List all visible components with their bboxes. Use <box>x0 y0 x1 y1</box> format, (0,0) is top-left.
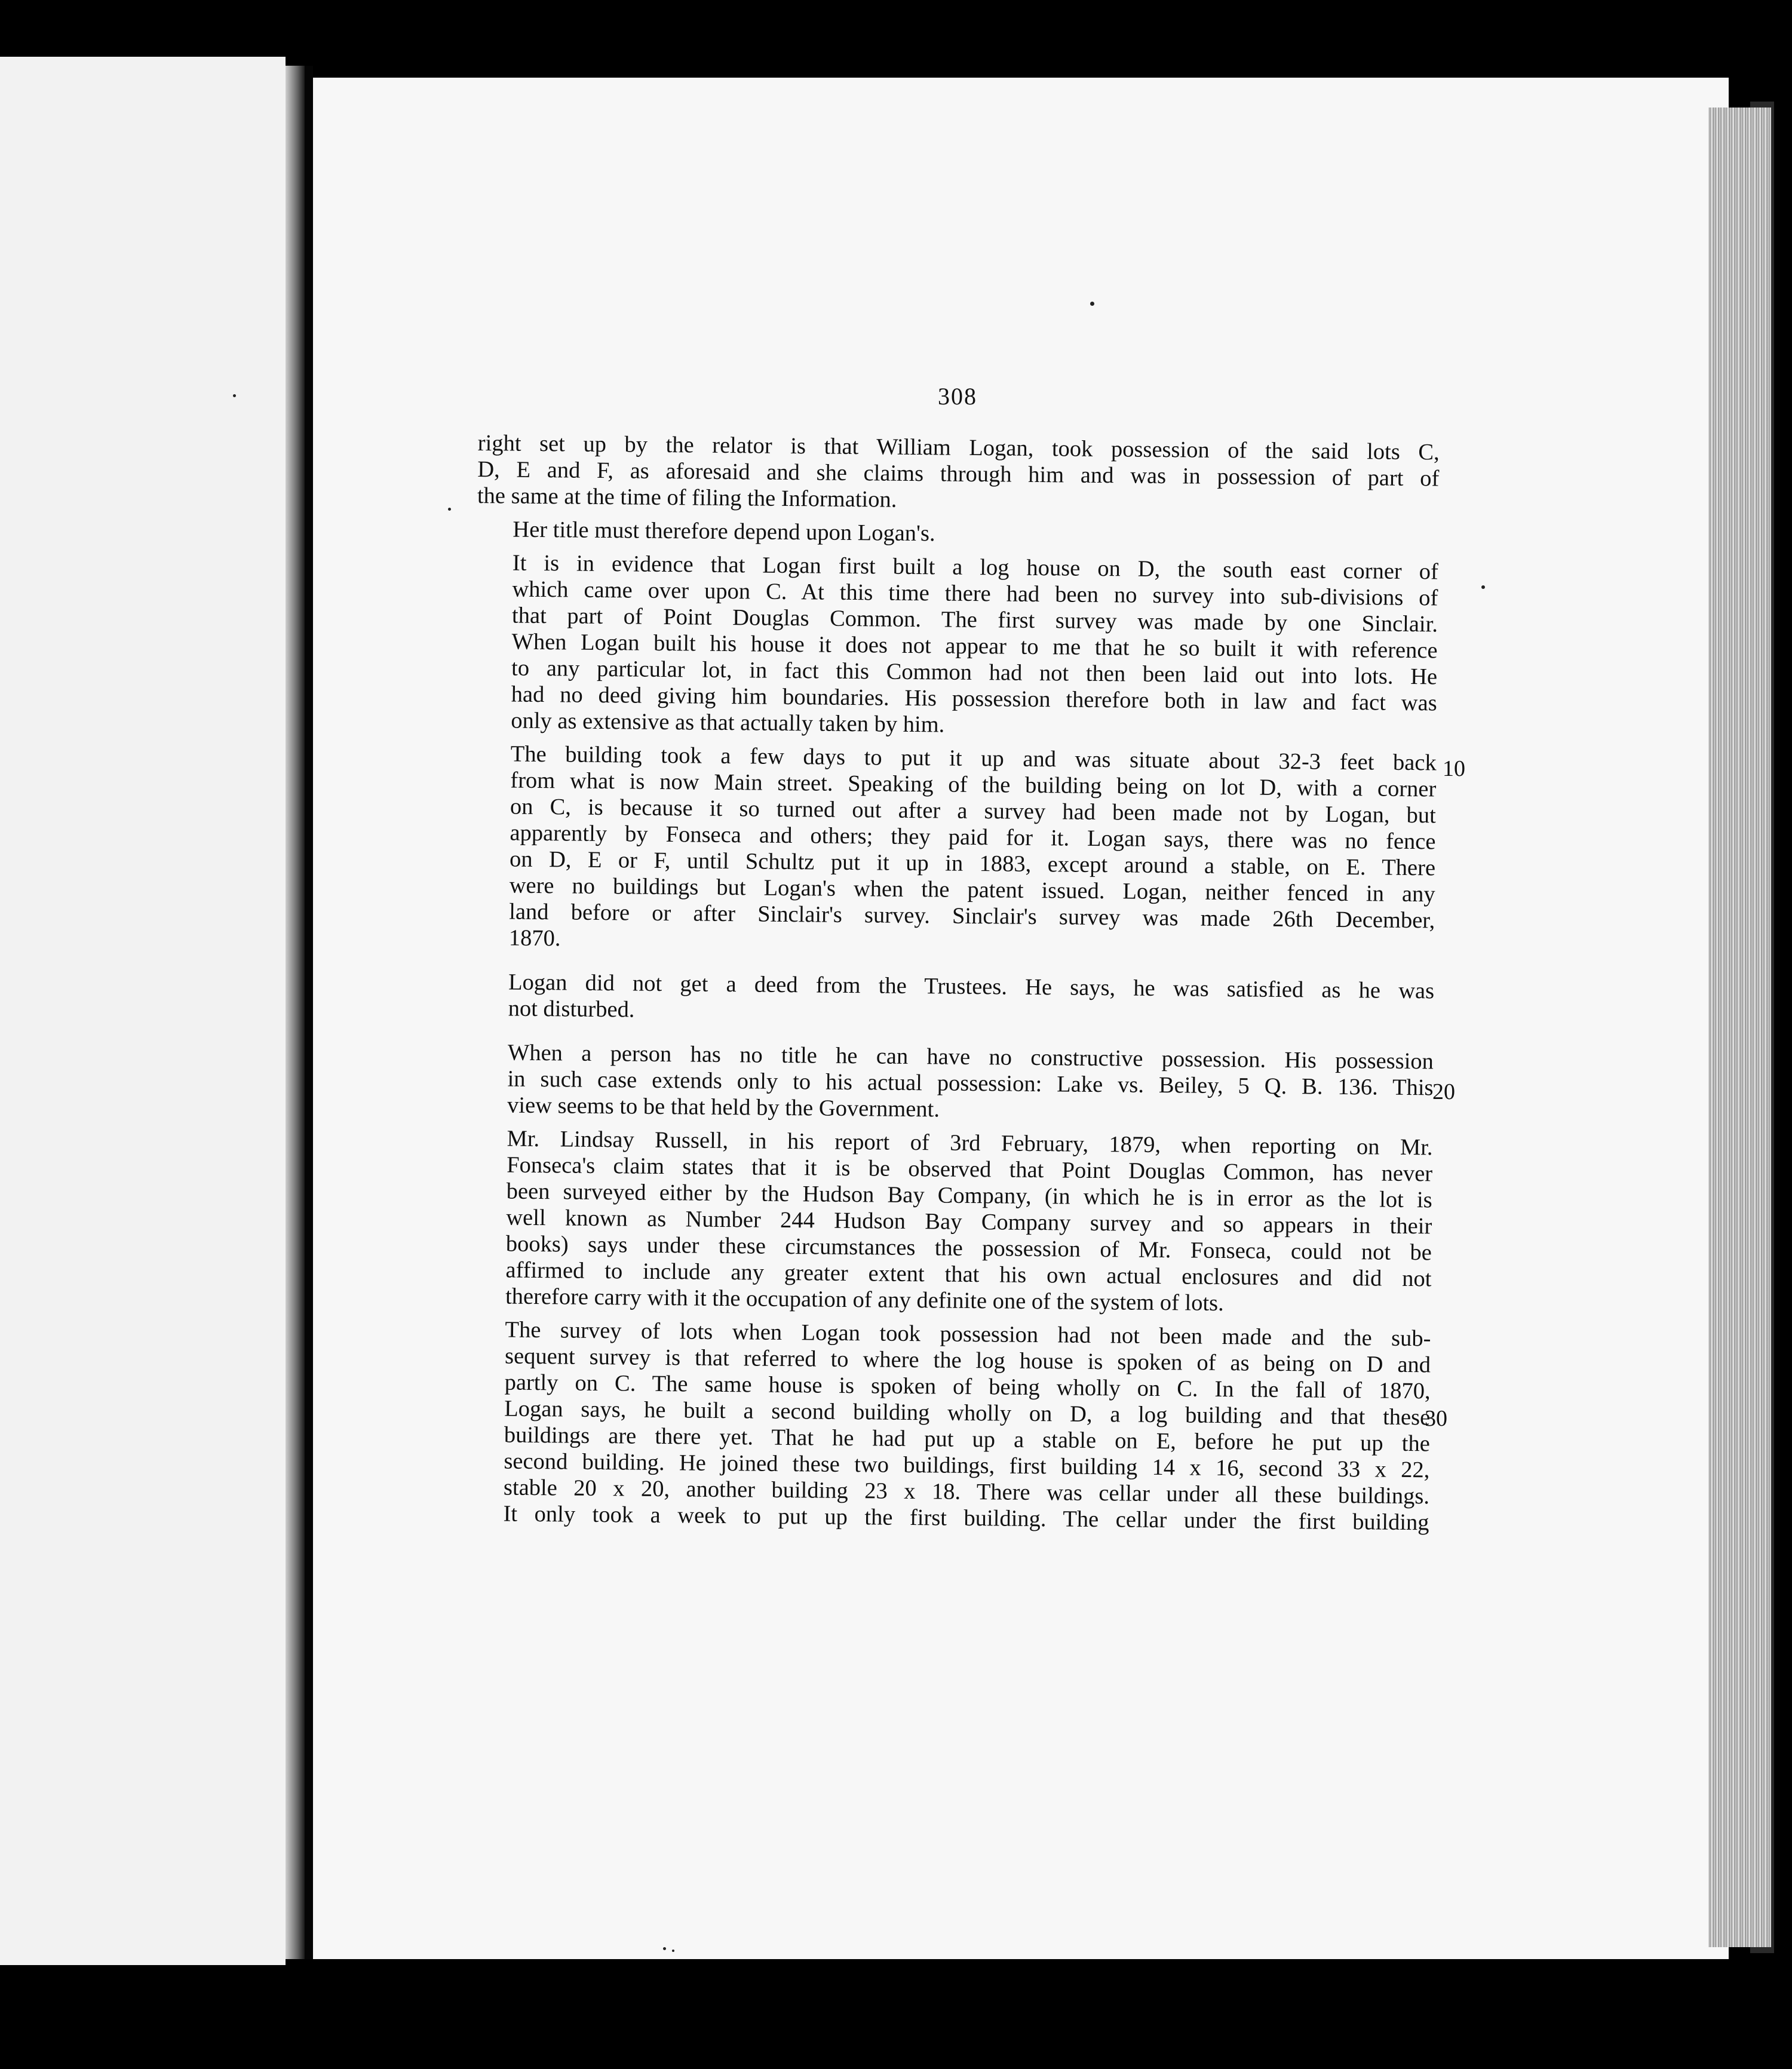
paragraph <box>470 1125 1433 1318</box>
text-line: that part of Point Douglas Common. The first survey was made by one Sinclair. <box>511 603 1438 637</box>
ink-speck <box>1090 302 1094 306</box>
text-line: well known as Number 244 Hudson Bay Company survey and so appears in their <box>506 1205 1432 1239</box>
left-page-edge <box>286 66 305 1959</box>
paragraph <box>477 430 1440 518</box>
text-line: Logan did not get a deed from the Trustees. He says, he was satisfied as he was <box>508 969 1435 1004</box>
body-text <box>467 430 1440 1543</box>
margin-line-number: 20 <box>1432 1079 1455 1104</box>
text-line: land before or after Sinclair's survey. Sinclair's survey was made 26th December, <box>509 899 1435 934</box>
text-line: apparently by Fonseca and others; they paid for it. Logan says, there was no fence <box>510 820 1436 855</box>
page-stack-edge <box>1708 108 1771 1947</box>
text-line: partly on C. The same house is spoken of being wholly on C. In the fall of 1870, <box>504 1370 1431 1404</box>
text-line: buildings are there yet. That he had put up a stable on E, before he put up the <box>504 1422 1430 1457</box>
paragraph <box>477 516 1438 551</box>
text-line: 1870. <box>508 925 561 951</box>
ink-speck <box>1481 585 1485 589</box>
text-line: which came over upon C. At this time there had been no survey into sub-divisions of <box>512 576 1438 611</box>
text-line: on C, is because it so turned out after a survey had been made not by Logan, but <box>510 794 1437 828</box>
text-line: sequent survey is that referred to where the log house is spoken of as being on D and <box>504 1343 1431 1378</box>
left-facing-page <box>0 57 286 1965</box>
text-line: It only took a week to put up the first building. The cellar under the first building <box>503 1501 1429 1536</box>
paragraph <box>473 741 1437 960</box>
text-line: been surveyed either by the Hudson Bay Company, (in which he is in error as the lot is <box>506 1178 1432 1213</box>
text-line: Logan says, he built a second building wholly on D, a log building and that these <box>504 1396 1431 1431</box>
text-line: in such case extends only to his actual possession: Lake vs. Beiley, 5 Q. B. 136. This <box>507 1066 1434 1101</box>
ink-speck <box>672 1950 674 1952</box>
paragraph <box>471 1039 1434 1127</box>
text-line: view seems to be that held by the Government. <box>507 1092 940 1122</box>
text-line: stable 20 x 20, another building 23 x 18. There was cellar under all these buildings. <box>503 1475 1430 1509</box>
text-line: D, E and F, as aforesaid and she claims through him and was in possession of part of <box>477 456 1440 492</box>
text-line: on D, E or F, until Schultz put it up in 1883, except around a stable, on E. There <box>509 846 1436 881</box>
margin-line-number: 10 <box>1443 756 1465 781</box>
text-line: second building. He joined these two buildings, first building 14 x 16, second 33 x 22, <box>504 1448 1430 1483</box>
text-line: Mr. Lindsay Russell, in his report of 3rd February, 1879, when reporting on Mr. <box>507 1126 1433 1161</box>
text-line: It is in evidence that Logan first built a log house on D, the south east corner of <box>512 550 1438 585</box>
ink-speck <box>663 1947 666 1950</box>
ink-speck <box>448 508 451 511</box>
text-line: When a person has no title he can have no constructive possession. His possession <box>507 1040 1434 1075</box>
margin-line-number: 30 <box>1425 1406 1447 1431</box>
text-line: affirmed to include any greater extent that his own actual enclosures and did not <box>505 1257 1432 1292</box>
text-line: to any particular lot, in fact this Common had not then been laid out into lots. He <box>511 655 1438 690</box>
text-line: therefore carry with it the occupation of any definite one of the system of lots. <box>505 1284 1224 1316</box>
text-line: right set up by the relator is that William Logan, took possession of the said lots C, <box>477 430 1440 465</box>
text-line: books) says under these circumstances the possession of Mr. Fonseca, could not be <box>505 1231 1432 1266</box>
text-line: the same at the time of filing the Information. <box>477 483 897 512</box>
page-number: 308 <box>938 383 977 410</box>
text-line: from what is now Main street. Speaking of the building being on lot D, with a corner <box>510 768 1437 802</box>
text-line: When Logan built his house it does not appear to me that he so built it with reference <box>511 629 1438 664</box>
paragraph <box>475 550 1438 742</box>
text-line: Her title must therefore depend upon Logan's. <box>513 517 935 547</box>
text-line: only as extensive as that actually taken by him. <box>511 708 945 738</box>
text-line: Fonseca's claim states that it is be observed that Point Douglas Common, has never <box>506 1152 1433 1187</box>
text-line: had no deed giving him boundaries. His possession therefore both in law and fact was <box>511 682 1437 716</box>
text-line: The building took a few days to put it up and was situate about 32-3 feet back <box>510 741 1437 776</box>
text-line: The survey of lots when Logan took possession had not been made and the sub- <box>505 1317 1431 1352</box>
ink-speck <box>233 394 236 397</box>
text-line: were no buildings but Logan's when the patent issued. Logan, neither fenced in any <box>509 873 1435 907</box>
paragraph <box>467 1316 1431 1536</box>
text-line: not disturbed. <box>508 996 635 1023</box>
book-spine-gap <box>305 66 313 1959</box>
paragraph <box>472 969 1434 1030</box>
